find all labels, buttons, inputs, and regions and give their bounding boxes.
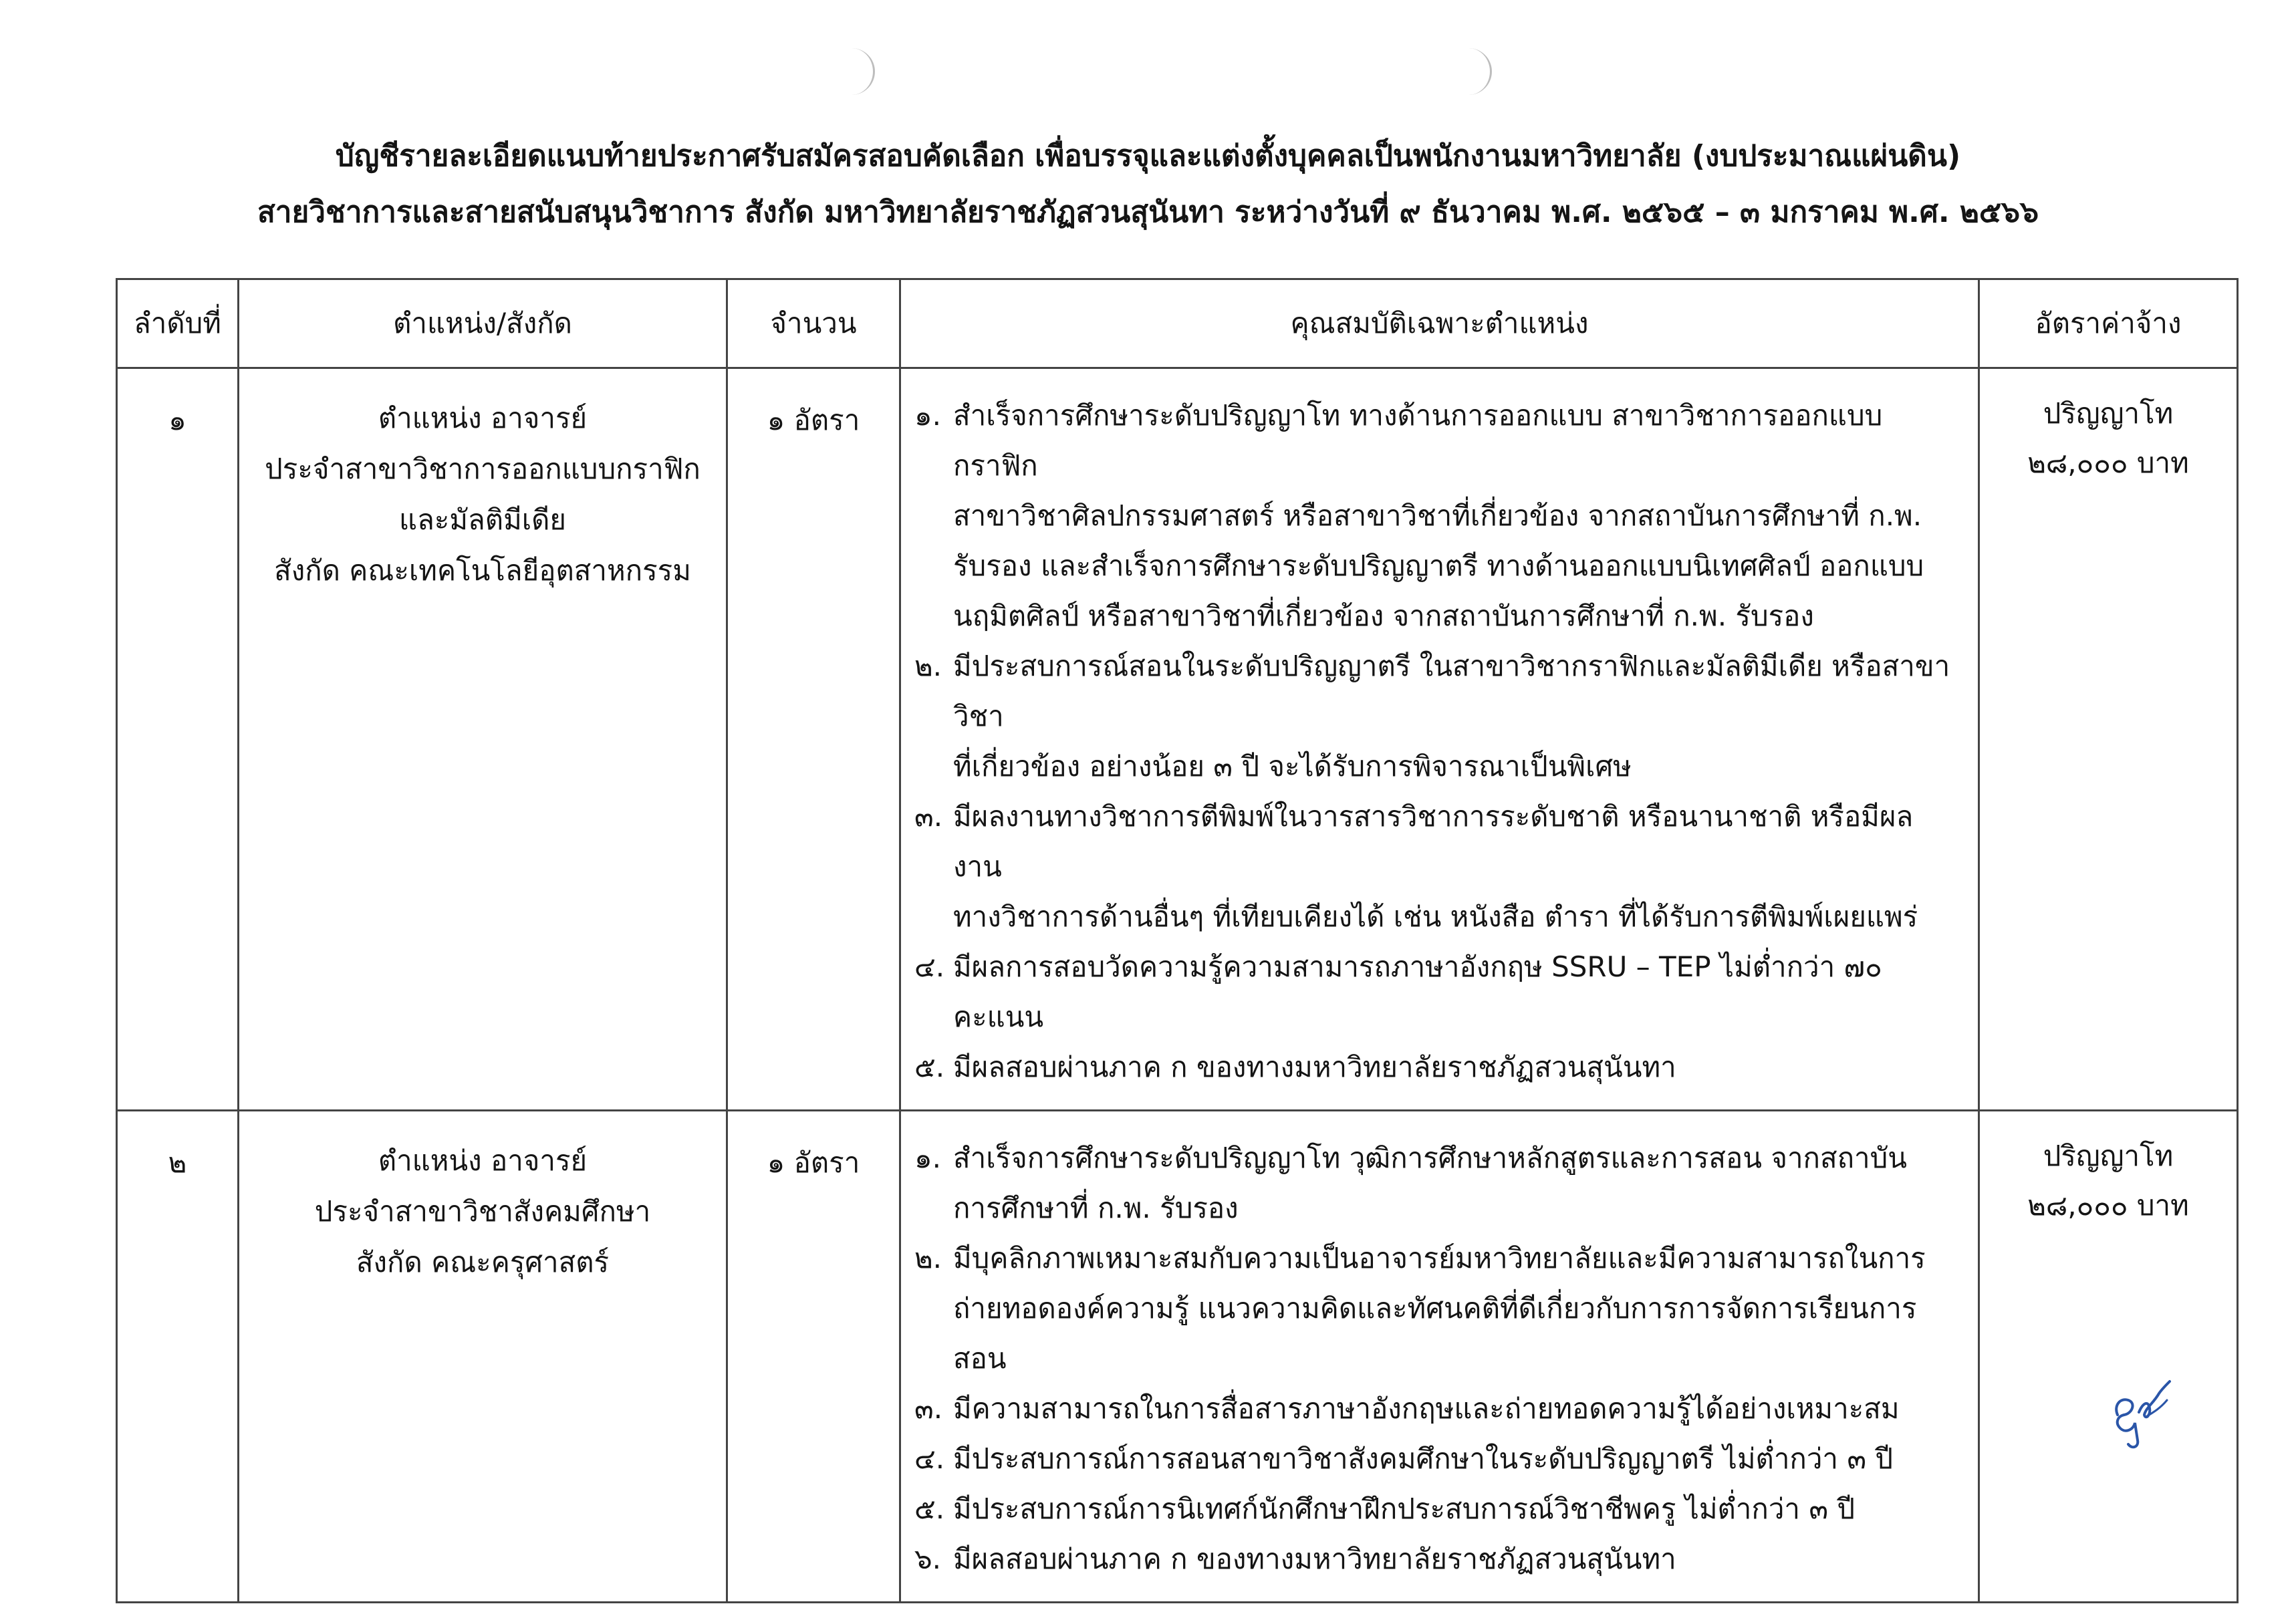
rate-cell bbox=[1979, 368, 2238, 1111]
position-department: ประจำสาขาวิชาสังคมศึกษา bbox=[314, 1195, 651, 1228]
list-item bbox=[914, 390, 1959, 641]
position-department-cont: และมัลติมีเดีย bbox=[399, 503, 566, 536]
list-item bbox=[914, 1133, 1959, 1233]
position-cell bbox=[239, 1111, 727, 1603]
item-number: ๒. bbox=[914, 1242, 942, 1274]
position-faculty: สังกัด คณะครุศาสตร์ bbox=[356, 1246, 610, 1279]
list-item bbox=[914, 1434, 1959, 1484]
item-number: ๓. bbox=[914, 1392, 943, 1425]
document-title-line1: บัญชีรายละเอียดแนบท้ายประกาศรับสมัครสอบคัดเลือก เพื่อบรรจุและแต่งตั้งบุคคลเป็นพนักงานมหาวิทยาลัย (งบประมาณแผ่นดิน) bbox=[335, 139, 1961, 173]
position-title: ตำแหน่ง อาจารย์ bbox=[378, 402, 588, 434]
item-text: มีผลสอบผ่านภาค ก ของทางมหาวิทยาลัยราชภัฏสวนสุนันทา bbox=[953, 1051, 1676, 1083]
item-text: มีประสบการณ์สอนในระดับปริญญาตรี ในสาขาวิชากราฟิกและมัลติมีเดีย หรือสาขาวิชา ที่เกี่ยวข้อง อย่างน้อย ๓ ปี จะได้รับการพิจารณาเป็นพิเศษ bbox=[953, 650, 1950, 783]
header-quantity: จำนวน bbox=[727, 279, 900, 368]
item-text: มีผลการสอบวัดความรู้ความสามารถภาษาอังกฤษ SSRU – TEP ไม่ต่ำกว่า ๗๐ คะแนน bbox=[953, 950, 1882, 1033]
list-item bbox=[914, 1484, 1959, 1534]
header-no: ลำดับที่ bbox=[117, 279, 239, 368]
qualifications-cell bbox=[900, 1111, 1979, 1603]
item-number: ๕. bbox=[914, 1492, 945, 1525]
table-row bbox=[117, 1111, 2238, 1603]
list-item bbox=[914, 1534, 1959, 1584]
rate-amount: ๒๘,๐๐๐ บาท bbox=[2027, 1189, 2189, 1222]
table-row bbox=[117, 368, 2238, 1111]
item-text: สำเร็จการศึกษาระดับปริญญาโท วุฒิการศึกษาหลักสูตรและการสอน จากสถาบัน การศึกษาที่ ก.พ. รับรอง bbox=[953, 1142, 1907, 1224]
item-number: ๕. bbox=[914, 1051, 945, 1083]
item-text: มีความสามารถในการสื่อสารภาษาอังกฤษและถ่ายทอดความรู้ได้อย่างเหมาะสม bbox=[953, 1392, 1900, 1425]
quantity-cell: ๑ อัตรา bbox=[727, 368, 900, 1111]
item-number: ๓. bbox=[914, 800, 943, 833]
rate-degree: ปริญญาโท bbox=[2043, 1139, 2174, 1172]
qualifications-list bbox=[914, 1133, 1959, 1584]
header-rate: อัตราค่าจ้าง bbox=[1979, 279, 2238, 368]
punch-hole-mark-right bbox=[1459, 48, 1492, 95]
item-text: สำเร็จการศึกษาระดับปริญญาโท ทางด้านการออกแบบ สาขาวิชาการออกแบบกราฟิก สาขาวิชาศิลปกรรมศาสตร์ หรือสาขาวิชาที่เกี่ยวข้อง จากสถาบันการศึกษาที่ ก.พ. รับรอง และสำเร็จการศึกษาระดับปริญญาตรี ทางด้านออกแบบนิเทศศิลป์ ออกแบบ นฤมิตศิลป์ หรือสาขาวิชาที่เกี่ยวข้อง จากสถาบันการศึกษาที่ ก.พ. รับรอง bbox=[953, 399, 1924, 632]
qualifications-cell bbox=[900, 368, 1979, 1111]
list-item bbox=[914, 942, 1959, 1042]
header-qualifications: คุณสมบัติเฉพาะตำแหน่ง bbox=[900, 279, 1979, 368]
document-title-line2: สายวิชาการและสายสนับสนุนวิชาการ สังกัด มหาวิทยาลัยราชภัฏสวนสุนันทา ระหว่างวันที่ ๙ ธันวาคม พ.ศ. ๒๕๖๕ – ๓ มกราคม พ.ศ. ๒๕๖๖ bbox=[257, 195, 2039, 229]
item-text: มีบุคลิกภาพเหมาะสมกับความเป็นอาจารย์มหาวิทยาลัยและมีความสามารถในการ ถ่ายทอดองค์ความรู้ แนวความคิดและทัศนคติที่ดีเกี่ยวกับการการจัดการเรียนการสอน bbox=[953, 1242, 1926, 1375]
position-cell bbox=[239, 368, 727, 1111]
item-number: ๑. bbox=[914, 1142, 942, 1174]
position-department: ประจำสาขาวิชาการออกแบบกราฟิก bbox=[265, 452, 700, 485]
position-faculty: สังกัด คณะเทคโนโลยีอุตสาหกรรม bbox=[274, 554, 691, 587]
item-number: ๔. bbox=[914, 950, 945, 983]
item-number: ๖. bbox=[914, 1542, 942, 1575]
item-text: มีผลสอบผ่านภาค ก ของทางมหาวิทยาลัยราชภัฏสวนสุนันทา bbox=[953, 1542, 1676, 1575]
list-item bbox=[914, 641, 1959, 791]
item-number: ๔. bbox=[914, 1442, 945, 1475]
header-position: ตำแหน่ง/สังกัด bbox=[239, 279, 727, 368]
qualifications-list bbox=[914, 390, 1959, 1092]
list-item bbox=[914, 1042, 1959, 1092]
list-item bbox=[914, 791, 1959, 942]
item-text: มีประสบการณ์การสอนสาขาวิชาสังคมศึกษาในระดับปริญญาตรี ไม่ต่ำกว่า ๓ ปี bbox=[953, 1442, 1894, 1475]
positions-table bbox=[116, 278, 2239, 1603]
item-number: ๒. bbox=[914, 650, 942, 682]
row-number: ๑ bbox=[117, 368, 239, 1111]
item-text: มีผลงานทางวิชาการตีพิมพ์ในวารสารวิชาการระดับชาติ หรือนานาชาติ หรือมีผลงาน ทางวิชาการด้านอื่นๆ ที่เทียบเคียงได้ เช่น หนังสือ ตำรา ที่ได้รับการตีพิมพ์เผยแพร่ bbox=[953, 800, 1918, 933]
rate-degree: ปริญญาโท bbox=[2043, 397, 2174, 430]
rate-amount: ๒๘,๐๐๐ บาท bbox=[2027, 446, 2189, 479]
punch-hole-mark-left bbox=[842, 48, 875, 95]
item-text: มีประสบการณ์การนิเทศก์นักศึกษาฝึกประสบการณ์วิชาชีพครู ไม่ต่ำกว่า ๓ ปี bbox=[953, 1492, 1856, 1525]
rate-cell bbox=[1979, 1111, 2238, 1603]
list-item bbox=[914, 1233, 1959, 1383]
item-number: ๑. bbox=[914, 399, 942, 432]
table-header-row bbox=[117, 279, 2238, 368]
position-title: ตำแหน่ง อาจารย์ bbox=[378, 1144, 588, 1177]
quantity-cell: ๑ อัตรา bbox=[727, 1111, 900, 1603]
signature-initials-icon bbox=[2106, 1373, 2179, 1454]
list-item bbox=[914, 1383, 1959, 1434]
row-number: ๒ bbox=[117, 1111, 239, 1603]
